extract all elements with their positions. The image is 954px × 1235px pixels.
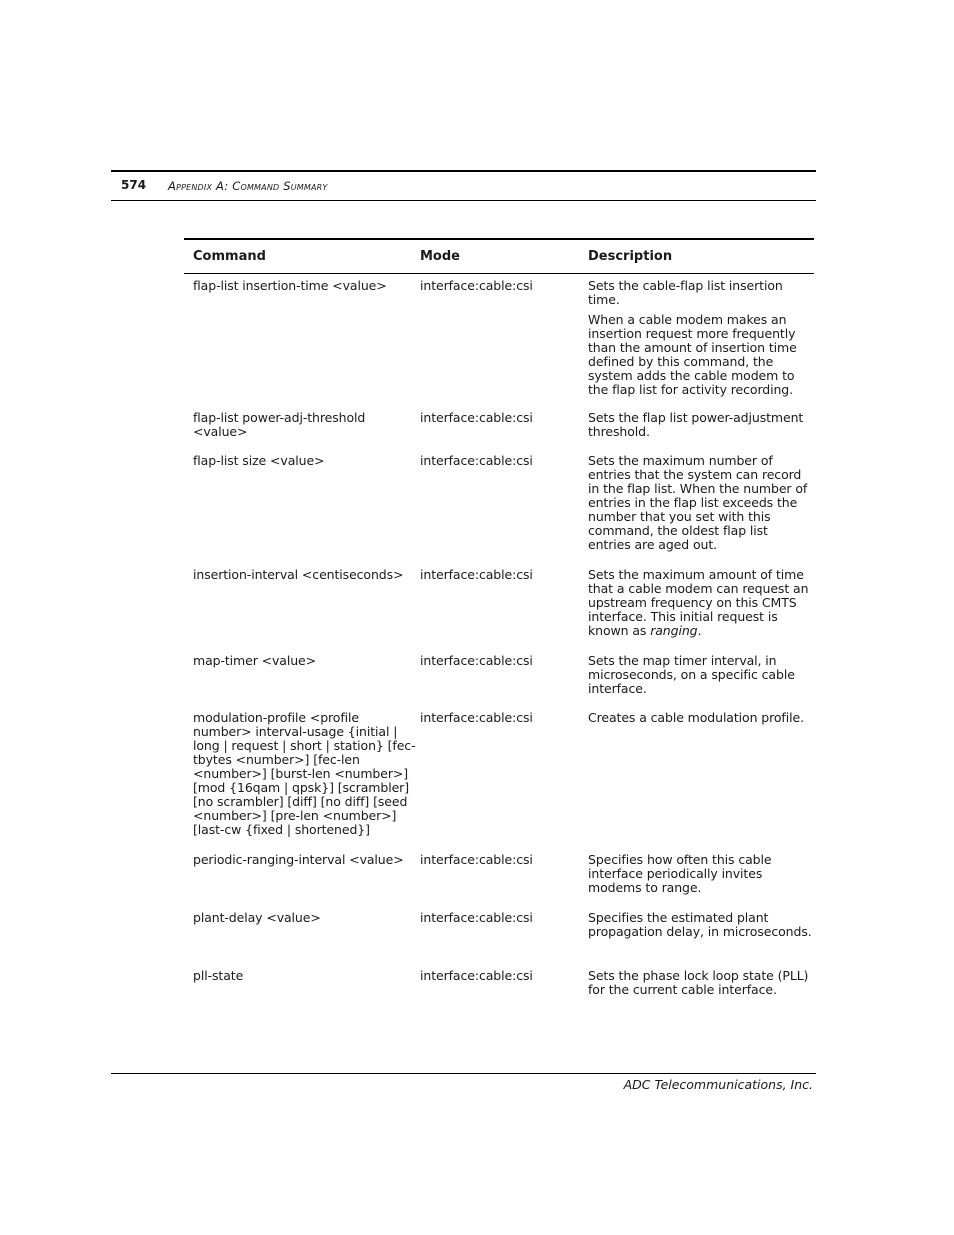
table-row — [184, 454, 814, 568]
cell-description — [588, 279, 814, 411]
footer-company: ADC Telecommunications, Inc. — [623, 1077, 813, 1092]
header-rule-top — [111, 170, 816, 172]
cell-description — [588, 411, 814, 454]
cell-command: flap-list insertion-time <value> — [193, 278, 387, 293]
cell-description — [588, 853, 814, 911]
description-paragraph: Sets the phase lock loop state (PLL) for the current cable interface. — [588, 968, 809, 997]
cell-description — [588, 654, 814, 711]
cell-mode: interface:cable:csi — [420, 852, 533, 867]
cell-mode: interface:cable:csi — [420, 910, 533, 925]
cell-mode: interface:cable:csi — [420, 968, 533, 983]
description-paragraph: Sets the map timer interval, in microseconds, on a specific cable interface. — [588, 653, 795, 696]
cell-command: modulation-profile <profile number> interval-usage {initial | long | request | short | station} [fec-tbytes <number>] [fec-len <number>] [burst-len <number>] [mod {16qam | qpsk}] [scrambler] [no scrambler] [diff] [no diff] [seed <number>] [pre-len <number>] [last-cw {fixed | shortened}] — [193, 710, 416, 837]
description-emphasis: ranging — [650, 623, 698, 638]
table-row — [184, 853, 814, 911]
cell-description — [588, 568, 814, 654]
cell-command: periodic-ranging-interval <value> — [193, 852, 404, 867]
cell-description — [588, 911, 814, 969]
description-paragraph: Sets the cable-flap list insertion time. — [588, 278, 783, 307]
cell-mode: interface:cable:csi — [420, 278, 533, 293]
table-row — [184, 911, 814, 969]
page-number: 574 — [121, 178, 147, 192]
command-table — [184, 238, 814, 1009]
cell-mode: interface:cable:csi — [420, 653, 533, 668]
description-paragraph: When a cable modem makes an insertion request more frequently than the amount of insertion time defined by this command, the system adds the cable modem to the flap list for activity recording. — [588, 312, 797, 397]
cell-command: insertion-interval <centiseconds> — [193, 567, 404, 582]
cell-mode: interface:cable:csi — [420, 410, 533, 425]
cell-command: flap-list size <value> — [193, 453, 325, 468]
footer-rule — [111, 1073, 816, 1074]
header-rule-bottom — [111, 200, 816, 201]
table-row — [184, 711, 814, 853]
description-text: Sets the maximum amount of time that a cable modem can request an upstream frequency on this CMTS interface. This initial request is known as — [588, 567, 809, 638]
cell-command: map-timer <value> — [193, 653, 317, 668]
description-paragraph: Specifies the estimated plant propagation delay, in microseconds. — [588, 910, 812, 939]
column-header-mode: Mode — [420, 249, 460, 264]
cell-mode: interface:cable:csi — [420, 710, 533, 725]
cell-description — [588, 454, 814, 568]
cell-description — [588, 969, 814, 1009]
table-header-row — [184, 240, 814, 274]
column-header-description: Description — [588, 249, 673, 264]
cell-command: plant-delay <value> — [193, 910, 321, 925]
cell-mode: interface:cable:csi — [420, 567, 533, 582]
cell-mode: interface:cable:csi — [420, 453, 533, 468]
cell-command: flap-list power-adj-threshold <value> — [193, 410, 366, 439]
table-row — [184, 411, 814, 454]
description-paragraph: Specifies how often this cable interface periodically invites modems to range. — [588, 852, 772, 895]
column-header-command: Command — [193, 249, 266, 264]
description-paragraph: Sets the flap list power-adjustment threshold. — [588, 410, 804, 439]
description-paragraph: Sets the maximum number of entries that the system can record in the flap list. When the number of entries in the flap list exceeds the number that you set with this command, the oldest flap list entries are aged out. — [588, 453, 808, 552]
description-paragraph: Creates a cable modulation profile. — [588, 710, 804, 725]
cell-description — [588, 711, 814, 853]
table-row — [184, 274, 814, 411]
description-tail: . — [697, 623, 702, 638]
table-row — [184, 568, 814, 654]
cell-command: pll-state — [193, 968, 244, 983]
description-paragraph — [588, 568, 814, 638]
table-row — [184, 969, 814, 1009]
running-head: Appendix A: Command Summary — [168, 179, 328, 193]
table-row — [184, 654, 814, 711]
